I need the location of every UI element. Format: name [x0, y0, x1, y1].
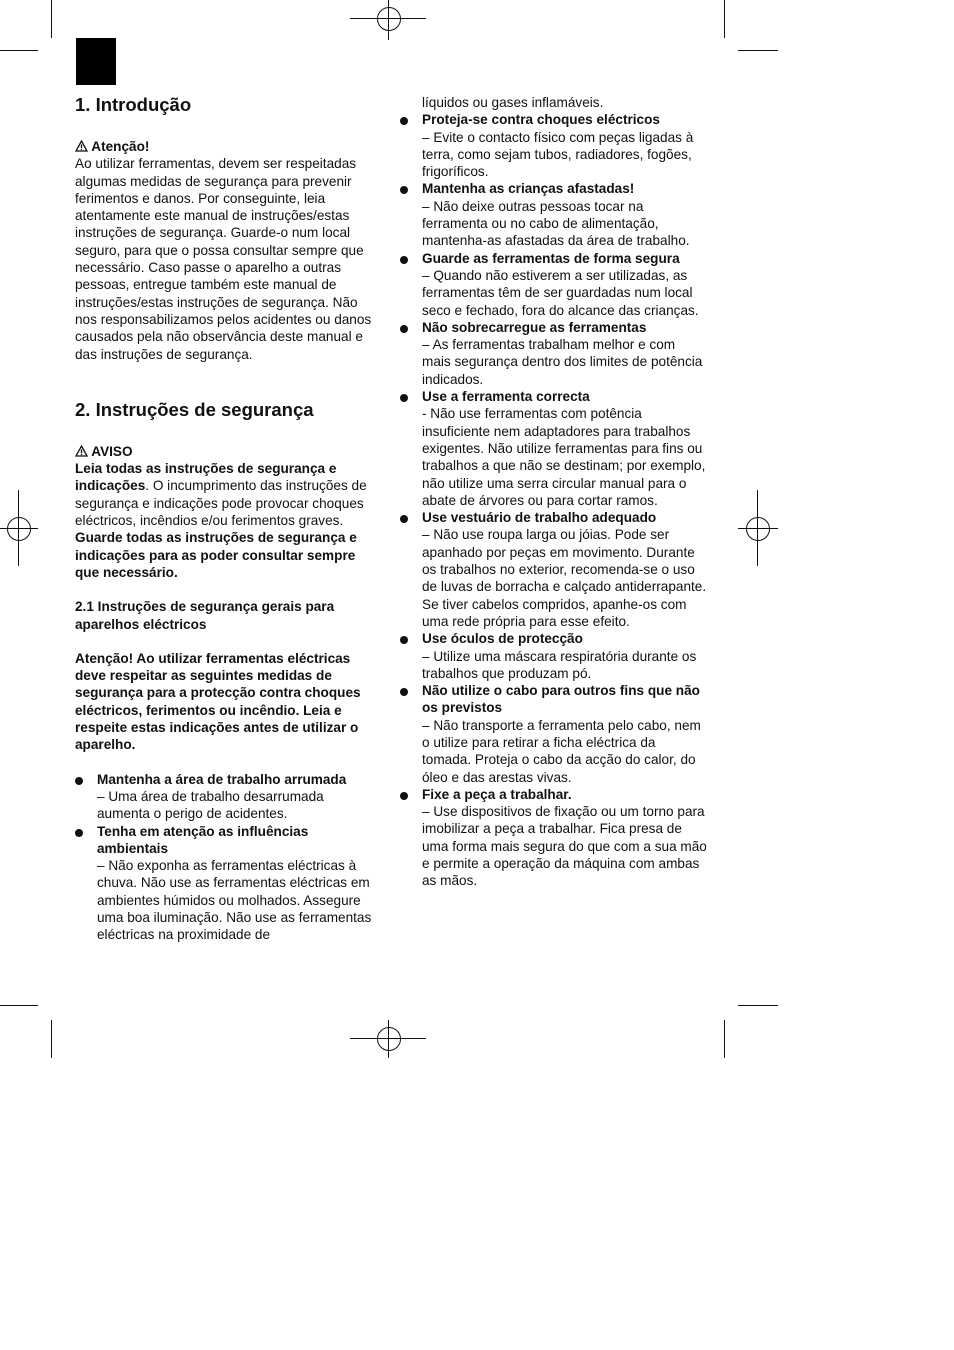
crop-mark — [0, 50, 38, 51]
list-item — [422, 319, 707, 388]
item-title: Use vestuário de trabalho adequado — [422, 510, 657, 526]
intro-paragraph: Ao utilizar ferramentas, devem ser respeitadas algumas medidas de segurança para prevenir ferimentos e danos. Por conseguinte, leia atentamente este manual de instruções/estas instruções de segurança. Guarde-o num local seguro, para que o possa consultar sempre que necessário. Caso passe o aparelho a outras pessoas, entregue também este manual de instruções/estas instruções de segurança. Não nos responsabilizamos pelos acidentes ou danos causados pela não observância deste manual e das instruções de segurança. — [75, 156, 372, 362]
warning-text: AVISO — [91, 443, 133, 459]
item-title: Fixe a peça a trabalhar. — [422, 786, 572, 802]
bullet-icon — [400, 117, 408, 125]
item-text: – Não transporte a ferramenta pelo cabo, nem o utilize para retirar a ficha eléctrica da tomada. Proteja o cabo da acção do calor, do óleo e das arestas vivas. — [422, 717, 701, 785]
item-text: – Quando não estiverem a ser utilizadas, as ferramentas têm de ser guardadas num local seco e fechado, fora do alcance das crianças. — [422, 267, 699, 318]
item-text: – Não exponha as ferramentas eléctricas à chuva. Não use as ferramentas eléctricas em ambientes húmidos ou molhados. Assegure uma boa iluminação. Não use as ferramentas eléctricas na proximidade de — [97, 858, 372, 943]
warning-triangle-icon — [75, 445, 88, 457]
bullet-icon — [400, 186, 408, 194]
crop-mark — [724, 1020, 725, 1058]
intro-rest: . O incumprimento das instruções de segurança e indicações pode provocar choques eléctricos, incêndios e/ou ferimentos graves. — [75, 478, 367, 529]
item-title: Mantenha a área de trabalho arrumada — [97, 771, 347, 787]
crop-mark — [738, 50, 778, 51]
item-title: Mantenha as crianças afastadas! — [422, 181, 635, 197]
continued-text: líquidos ou gases inflamáveis. — [422, 95, 604, 110]
bullet-icon — [400, 256, 408, 264]
item-title: Tenha em atenção as influências ambientais — [97, 823, 309, 856]
list-item — [97, 823, 380, 944]
crop-mark — [51, 0, 52, 38]
crop-mark — [738, 1005, 778, 1006]
item-text: – Evite o contacto físico com peças ligadas à terra, como sejam tubos, radiadores, fogões, frigoríficos. — [422, 129, 694, 180]
item-title: Use a ferramenta correcta — [422, 389, 590, 405]
registration-circle — [746, 517, 770, 541]
item-text: – Não deixe outras pessoas tocar na ferramenta ou no cabo de alimentação, mantenha-as afastadas da área de trabalho. — [422, 198, 690, 249]
list-item — [422, 630, 707, 682]
right-column — [422, 94, 707, 890]
left-column — [75, 94, 380, 944]
item-text: – Uma área de trabalho desarrumada aumenta o perigo de acidentes. — [97, 788, 324, 822]
item-title: Proteja-se contra choques eléctricos — [422, 112, 660, 128]
item-title: Não sobrecarregue as ferramentas — [422, 319, 647, 335]
list-item — [97, 771, 380, 823]
warning-text: Atenção! — [91, 139, 150, 154]
crop-mark — [724, 0, 725, 38]
registration-circle — [377, 7, 401, 31]
item-text: – Não use roupa larga ou jóias. Pode ser apanhado por peças em movimento. Durante os trabalhos no exterior, recomenda-se o uso de luvas de borracha e calçado antiderrapante. Se tiver cabelos compridos, apanhe-os com uma rede própria para esse efeito. — [422, 527, 707, 629]
item-text: – Utilize uma máscara respiratória durante os trabalhos que produzam pó. — [422, 648, 697, 681]
list-item — [422, 388, 707, 509]
registration-circle — [7, 517, 31, 541]
item-text: - Não use ferramentas com potência insuficiente nem adaptadores para trabalhos exigentes. Não utilize ferramentas para fins ou trabalhos a que não se destinam; por exemplo, não utilize uma serra circular manual para o abate de árvores ou para cortar ramos. — [422, 406, 706, 508]
bullet-icon — [400, 394, 408, 402]
bullet-icon — [400, 688, 408, 696]
bullet-icon — [400, 325, 408, 333]
bullet-icon — [400, 792, 408, 800]
list-item — [422, 250, 707, 319]
item-title: Use óculos de protecção — [422, 631, 583, 647]
warning-paragraph — [75, 460, 380, 529]
item-text: – As ferramentas trabalham melhor e com mais segurança dentro dos limites de potência indicados. — [422, 337, 703, 387]
list-item — [422, 180, 707, 249]
attention-paragraph: Atenção! Ao utilizar ferramentas eléctricas deve respeitar as seguintes medidas de segurança para a protecção contra choques eléctricos, ferimentos ou incêndio. Leia e respeite estas indicações antes de utilizar o aparelho. — [75, 650, 361, 753]
list-item — [422, 509, 707, 630]
sub-heading: 2.1 Instruções de segurança gerais para aparelhos eléctricos — [75, 599, 335, 632]
section-heading: 1. Introdução — [75, 94, 192, 115]
crop-mark — [0, 1005, 38, 1006]
bold-intro: Leia todas as instruções de segurança e indicações — [75, 461, 337, 494]
item-title: Guarde as ferramentas de forma segura — [422, 250, 680, 266]
crop-mark — [51, 1020, 52, 1058]
item-text: – Use dispositivos de fixação ou um torno para imobilizar a peça a trabalhar. Fica presa de uma forma mais segura do que com a sua mão e permite a operação da máquina com ambas as mãos. — [422, 804, 707, 889]
list-item — [422, 786, 707, 890]
bullet-icon — [75, 829, 83, 837]
language-tab-marker — [76, 38, 116, 85]
keep-instructions: Guarde todas as instruções de segurança e indicações para as poder consultar sempre que necessário. — [75, 530, 357, 580]
bullet-icon — [400, 515, 408, 523]
warning-label — [75, 443, 380, 460]
bullet-icon — [75, 777, 83, 785]
section-heading: 2. Instruções de segurança — [75, 398, 314, 420]
item-title: Não utilize o cabo para outros fins que não os previstos — [422, 683, 700, 716]
warning-label — [75, 138, 380, 155]
bullet-icon — [400, 636, 408, 644]
registration-circle — [377, 1027, 401, 1051]
list-item — [422, 111, 707, 180]
warning-triangle-icon — [75, 140, 88, 152]
list-item — [422, 682, 707, 786]
